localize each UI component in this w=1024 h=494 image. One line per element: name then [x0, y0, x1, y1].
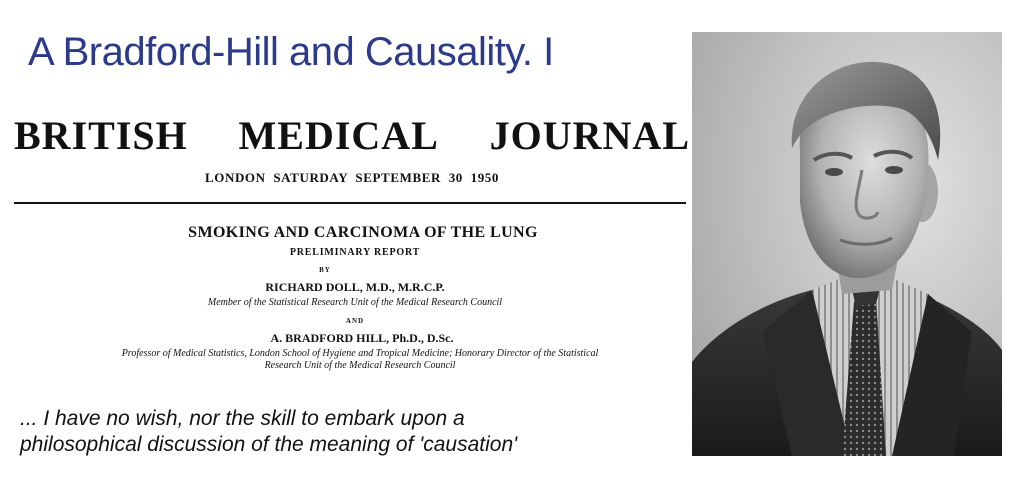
quote-line-2: philosophical discussion of the meaning of 'causation' [20, 433, 518, 456]
article-affiliation-2-line-1: Professor of Medical Statistics, London School of Hygiene and Tropical Medicine; Honorary Director of the Statistical [121, 348, 599, 359]
article-header [0, 224, 700, 372]
article-by: BY [319, 266, 331, 274]
masthead-word-journal: JOURNAL [489, 113, 690, 158]
article-affiliation-2-line-2: Research Unit of the Medical Research Council [264, 360, 456, 371]
article-affiliation-2 [20, 348, 700, 372]
article-subtitle: PRELIMINARY REPORT [289, 247, 421, 258]
journal-header [14, 114, 694, 186]
slide-title: A Bradford-Hill and Causality. I [28, 30, 554, 74]
article-affiliation-1: Member of the Statistical Research Unit of the Medical Research Council [207, 297, 503, 308]
quote [20, 406, 517, 458]
article-and: AND [345, 317, 365, 325]
portrait-illustration [692, 32, 1002, 456]
masthead-word-medical: MEDICAL [238, 113, 439, 158]
portrait-photo [692, 32, 1002, 456]
header-divider [14, 202, 686, 204]
journal-dateline: LONDON SATURDAY SEPTEMBER 30 1950 [204, 170, 500, 185]
masthead-word-british: BRITISH [14, 113, 188, 158]
article-author-2: A. BRADFORD HILL, Ph.D., D.Sc. [270, 331, 454, 345]
article-title: SMOKING AND CARCINOMA OF THE LUNG [188, 224, 538, 241]
journal-masthead [14, 114, 690, 158]
quote-line-1: ... I have no wish, nor the skill to embark upon a [20, 407, 465, 430]
article-author-1: RICHARD DOLL, M.D., M.R.C.P. [265, 280, 445, 294]
